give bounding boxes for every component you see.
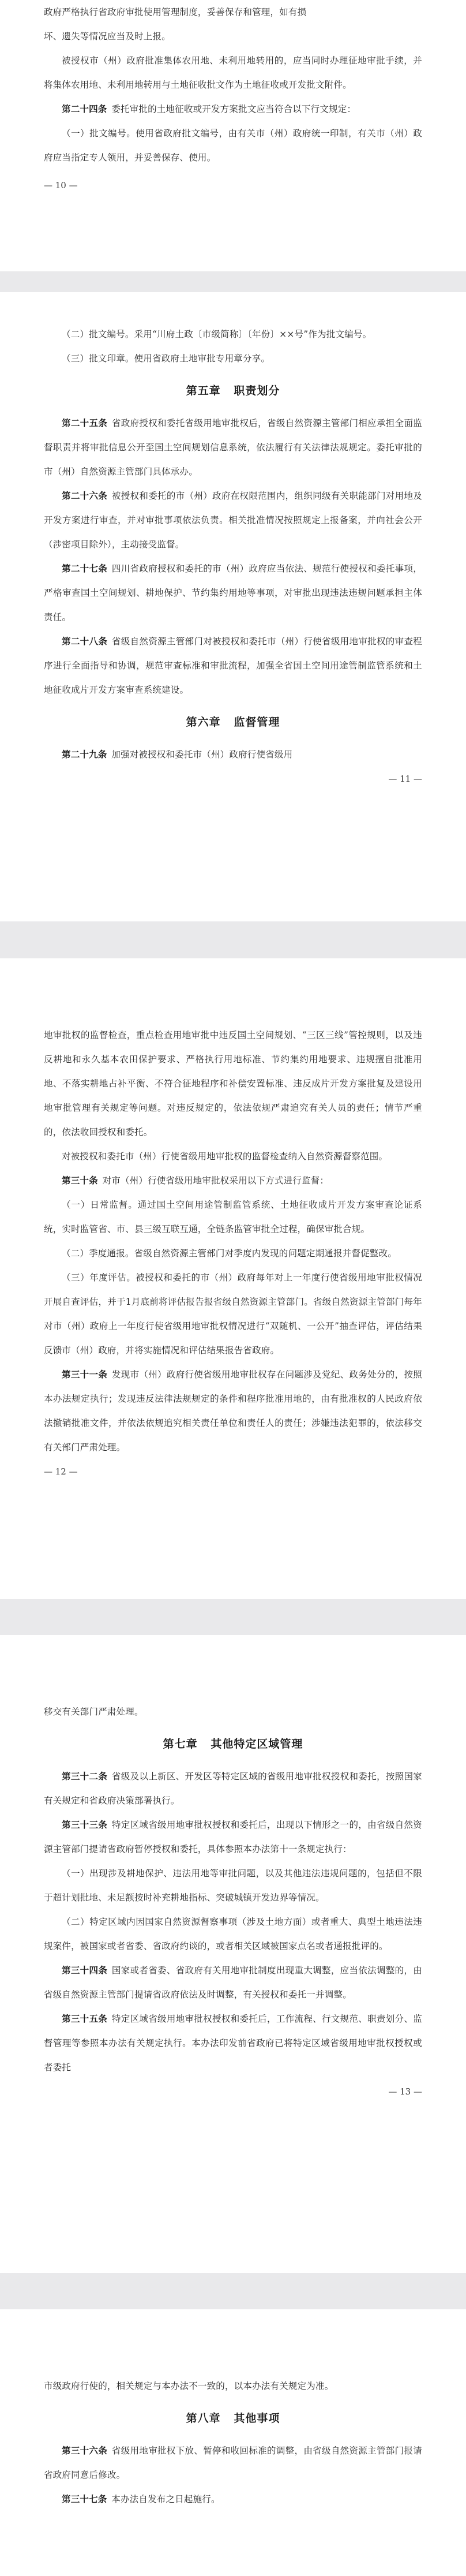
article-37: 第三十七条 本办法自发布之日起施行。 xyxy=(62,2493,220,2504)
article-text: 委托审批的土地征收或开发方案批文应当符合以下行文规定： xyxy=(111,104,356,114)
paragraph: 市级政府行使的，相关规定与本办法不一致的，以本办法有关规定为准。 xyxy=(44,2381,334,2391)
document-page-12 xyxy=(0,958,466,1599)
paragraph: 移交有关部门严肃处理。 xyxy=(44,1707,144,1717)
paragraph: 地审批权的监督检查，重点检查用地审批中违反国土空间规划、“三区三线”管控规则，以及违反耕地和永久基本农田保护要求、严格执行用地标准、节约集约用地要求、违规擅自批准用地、不落实耕地占补平衡、不符合征地程序和补偿安置标准、违反成片开发方案批复及建设用地审批管理有关规定等问题。对违反规定的，依法依规严肃追究有关人员的责任；情节严重的，依法收回授权和委托。 xyxy=(44,1030,422,1137)
page-number: — 11 — xyxy=(388,774,422,784)
article-34: 第三十四条 国家或者省委、省政府有关用地审批制度出现重大调整，应当依法调整的，由省级自然资源主管部门提请省政府依法及时调整，有关授权和委托一并调整。 xyxy=(44,1965,422,2000)
article-36: 第三十六条 省级用地审批权下放、暂停和收回标准的调整，由省级自然资源主管部门报请省政府同意后修改。 xyxy=(44,2445,422,2480)
paragraph: （一）日常监督。通过国土空间用途管制监管系统、土地征收成片开发方案审查论证系统，实时监管省、市、县三级互联互通，全链条监管审批全过程，确保审批合规。 xyxy=(44,1200,422,1234)
page-number: — 13 — xyxy=(388,2086,422,2097)
article-26: 第二十六条 被授权和委托的市（州）政府在权限范围内，组织同级有关职能部门对用地及开发方案进行审查，并对审批事项依法负责。相关批准情况按照规定上报备案，并向社会公开（涉密项目除外），主动接受监督。 xyxy=(44,490,422,550)
paragraph: 坏、遗失等情况应当及时上报。 xyxy=(44,31,171,42)
chapter-heading: 第七章 其他特定区域管理 xyxy=(163,1738,303,1750)
document-page-10 xyxy=(0,0,466,271)
article-24 xyxy=(44,97,422,121)
paragraph: （三）批文印章。使用省政府土地审批专用章分享。 xyxy=(62,353,270,364)
article-32: 第三十二条 省级及以上新区、开发区等特定区域的省级用地审批权授权和委托，按照国家有关规定和省政府决策部署执行。 xyxy=(44,1771,422,1806)
paragraph: 政府严格执行省政府审批使用管理制度，妥善保存和管理，如有损 xyxy=(44,7,307,17)
article-30: 第三十条 对市（州）行使省级用地审批权采用以下方式进行监督： xyxy=(62,1175,329,1186)
document-page-13 xyxy=(0,1635,466,2273)
article-31: 第三十一条 发现市（州）政府行使省级用地审批权存在问题涉及党纪、政务处分的，按照本办法规定执行；发现违反法律法规规定的条件和程序批准用地的，由有批准权的人民政府依法撤销批准文件，并依法依规追究相关责任单位和责任人的责任；涉嫌违法犯罪的，依法移交有关部门严肃处理。 xyxy=(44,1369,422,1453)
article-29: 第二十九条 加强对被授权和委托市（州）政府行使省级用 xyxy=(62,749,293,760)
paragraph: 对被授权和委托市（州）行使省级用地审批权的监督检查纳入自然资源督察范围。 xyxy=(62,1151,388,1162)
document-page-11 xyxy=(0,292,466,921)
article-27: 第二十七条 四川省政府授权和委托的市（州）政府应当依法、规范行使授权和委托事项，严格审查国土空间规划、耕地保护、节约集约用地等事项，对审批出现违法违规问题承担主体责任。 xyxy=(44,563,422,622)
page-number: — 12 — xyxy=(44,1466,78,1477)
chapter-heading: 第五章 职责划分 xyxy=(186,384,280,397)
article-35: 第三十五条 特定区域省级用地审批权授权和委托后，工作流程、行文规范、职责划分、监督管理等参照本办法有关规定执行。本办法印发前省政府已将特定区域省级用地审批权授权或者委托 xyxy=(44,2013,422,2073)
article-25: 第二十五条 省政府授权和委托省级用地审批权后，省级自然资源主管部门相应承担全面监督职责并将审批信息公开至国土空间规划信息系统，依法履行有关法律法规规定。委托审批的市（州）自然资源主管部门具体承办。 xyxy=(44,417,422,477)
chapter-heading: 第八章 其他事项 xyxy=(186,2412,280,2425)
paragraph: （三）年度评估。被授权和委托的市（州）政府每年对上一年度行使省级用地审批权情况开展自查评估，并于1月底前将评估报告报省级自然资源主管部门。省级自然资源主管部门每年对市（州）政府上一年度行使省级用地审批权情况进行“双随机、一公开”抽查评估，评估结果反馈市（州）政府，并将实施情况和评估结果报告省政府。 xyxy=(44,1272,422,1356)
paragraph: （二）季度通报。省级自然资源主管部门对季度内发现的问题定期通报并督促整改。 xyxy=(62,1248,397,1259)
paragraph: （二）特定区域内因国家自然资源督察事项（涉及土地方面）或者重大、典型土地违法违规案件，被国家或者省委、省政府约谈的，或者相关区域被国家点名或者通报批评的。 xyxy=(44,1917,422,1951)
article-28: 第二十八条 省级自然资源主管部门对被授权和委托市（州）行使省级用地审批权的审查程序进行全面指导和协调，规范审查标准和审批流程，加强全省国土空间用途管制监管系统和土地征收成片开发方案审查系统建设。 xyxy=(44,636,422,695)
document-page-14 xyxy=(0,2309,466,2576)
paragraph: （一）批文编号。使用省政府批文编号，由有关市（州）政府统一印制，有关市（州）政府应当指定专人领用，并妥善保存、使用。 xyxy=(44,128,422,163)
chapter-heading: 第六章 监督管理 xyxy=(186,716,280,729)
paragraph: （一）出现涉及耕地保护、违法用地等审批问题，以及其他违法违规问题的，包括但不限于超计划批地、未足额按时补充耕地指标、突破城镇开发边界等情况。 xyxy=(44,1868,422,1903)
paragraph: （二）批文编号。采用“川府土政〔市级简称〕〔年份〕××号”作为批文编号。 xyxy=(62,329,372,339)
page-number: — 10 — xyxy=(44,180,78,191)
article-label: 第二十四条 xyxy=(62,103,107,114)
article-33: 第三十三条 特定区域省级用地审批权授权和委托后，出现以下情形之一的，由省级自然资源主管部门提请省政府暂停授权和委托，具体参照本办法第十一条规定执行： xyxy=(44,1819,422,1854)
paragraph: 被授权市（州）政府批准集体农用地、未利用地转用的，应当同时办理征地审批手续，并将集体农用地、未利用地转用与土地征收批文作为土地征收或开发批文附件。 xyxy=(44,55,422,90)
